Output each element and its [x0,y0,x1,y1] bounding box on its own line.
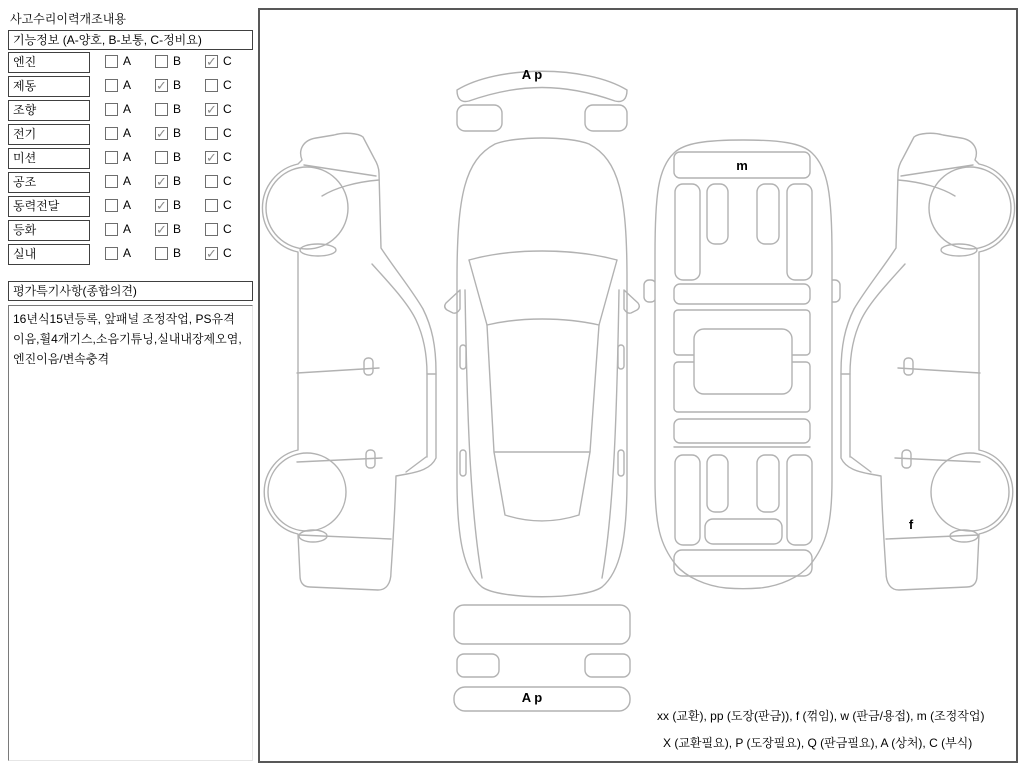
checkbox-letter: B [173,102,182,116]
checkbox-group-a[interactable] [105,246,131,260]
checkbox-group-b[interactable] [155,102,181,116]
checkbox-group-a[interactable] [105,102,131,116]
function-row [8,147,253,171]
checkbox-row0-b[interactable] [155,55,168,68]
row-label: 공조 [8,172,90,193]
trunk-lid [454,605,630,644]
checkbox-row5-b[interactable] [155,175,168,188]
checkbox-row0-a[interactable] [105,55,118,68]
checkbox-letter: C [223,126,232,140]
front-bumper-marker: A p [521,67,543,82]
checkbox-group-a[interactable] [105,222,131,236]
checkbox-letter: A [123,54,132,68]
checkbox-row1-c[interactable] [205,79,218,92]
checkbox-letter: C [223,222,232,236]
evaluation-line: 16년식15년등록, 앞패널 조정작업, PS유격 [13,312,235,326]
checkbox-group-b[interactable] [155,54,181,68]
underside-front-marker: m [736,158,748,173]
checkbox-row3-b[interactable] [155,127,168,140]
vehicle-diagram-svg [260,10,1016,761]
checkbox-group-c[interactable] [205,102,232,116]
checkbox-letter: B [173,126,182,140]
row-label: 미션 [8,148,90,169]
checkbox-group-c[interactable] [205,78,232,92]
top-view-car [445,71,640,711]
function-row [8,195,253,219]
checkbox-row8-b[interactable] [155,247,168,260]
checkbox-row4-a[interactable] [105,151,118,164]
checkbox-letter: C [223,102,232,116]
checkbox-row8-c[interactable] [205,247,218,260]
checkbox-letter: A [123,198,132,212]
taillight-right [585,654,630,677]
checkbox-row8-a[interactable] [105,247,118,260]
checkbox-group-a[interactable] [105,198,131,212]
checkbox-group-a[interactable] [105,126,131,140]
row-label: 전기 [8,124,90,145]
rear-bumper-marker: A p [521,690,543,705]
checkbox-row7-b[interactable] [155,223,168,236]
checkbox-letter: C [223,78,232,92]
checkbox-row5-c[interactable] [205,175,218,188]
checkbox-row6-a[interactable] [105,199,118,212]
row-label: 등화 [8,220,90,241]
function-row [8,51,253,75]
checkbox-group-a[interactable] [105,78,131,92]
checkbox-row4-c[interactable] [205,151,218,164]
checkbox-group-b[interactable] [155,126,181,140]
evaluation-header: 평가특기사항(종합의견) [8,281,253,301]
checkbox-letter: B [173,54,182,68]
function-row [8,99,253,123]
checkbox-group-b[interactable] [155,150,181,164]
function-rows [8,51,253,267]
checkbox-group-a[interactable] [105,174,131,188]
checkbox-group-c[interactable] [205,54,232,68]
evaluation-line: 이음,휠4개기스,소음기튜닝,실내내장제오염, [13,332,242,346]
top-view-body [457,138,627,597]
checkbox-row4-b[interactable] [155,151,168,164]
checkbox-letter: A [123,174,132,188]
checkbox-row2-c[interactable] [205,103,218,116]
checkbox-group-c[interactable] [205,126,232,140]
checkbox-group-a[interactable] [105,54,131,68]
evaluation-line: 엔진이음/변속충격 [13,352,110,366]
checkbox-row2-b[interactable] [155,103,168,116]
vehicle-diagram-panel [258,8,1018,763]
checkbox-letter: A [123,78,132,92]
checkbox-letter: C [223,198,232,212]
checkbox-group-c[interactable] [205,150,232,164]
checkbox-group-c[interactable] [205,174,232,188]
checkbox-row1-b[interactable] [155,79,168,92]
checkbox-letter: A [123,150,132,164]
checkbox-row3-a[interactable] [105,127,118,140]
row-label: 제동 [8,76,90,97]
headlight-left [457,105,502,131]
side-body [262,133,436,590]
checkbox-group-b[interactable] [155,198,181,212]
legend-line-2: X (교환필요), P (도장필요), Q (판금필요), A (상처), C (부식) [663,736,973,750]
left-panel [8,10,253,762]
function-row [8,243,253,267]
row-label: 실내 [8,244,90,265]
checkbox-group-b[interactable] [155,246,181,260]
legend-line-1: xx (교환), pp (도장(판금)), f (꺾임), w (판금/용접), m (조정작업) [657,709,985,723]
row-label: 조향 [8,100,90,121]
checkbox-letter: A [123,126,132,140]
checkbox-group-c[interactable] [205,222,232,236]
checkbox-letter: C [223,150,232,164]
function-row [8,171,253,195]
function-row [8,123,253,147]
checkbox-letter: B [173,222,182,236]
checkbox-letter: C [223,54,232,68]
checkbox-group-a[interactable] [105,150,131,164]
checkbox-letter: C [223,174,232,188]
checkbox-letter: C [223,246,232,260]
function-info-header: 기능정보 (A-양호, B-보통, C-정비요) [8,30,253,50]
function-row [8,75,253,99]
evaluation-textarea[interactable] [8,305,253,761]
checkbox-row7-c[interactable] [205,223,218,236]
right-side-rear-marker: f [908,517,914,532]
checkbox-letter: B [173,150,182,164]
underside-view [644,140,840,589]
checkbox-row0-c[interactable] [205,55,218,68]
checkbox-row6-c[interactable] [205,199,218,212]
checkbox-letter: B [173,246,182,260]
checkbox-letter: A [123,102,132,116]
function-row [8,219,253,243]
checkbox-row6-b[interactable] [155,199,168,212]
checkbox-letter: B [173,174,182,188]
checkbox-group-c[interactable] [205,198,232,212]
checkbox-row1-a[interactable] [105,79,118,92]
row-label: 엔진 [8,52,90,73]
checkbox-letter: B [173,198,182,212]
left-side-view [262,133,436,590]
checkbox-row2-a[interactable] [105,103,118,116]
row-label: 동력전달 [8,196,90,217]
taillight-left [457,654,499,677]
checkbox-group-b[interactable] [155,222,181,236]
checkbox-letter: A [123,246,132,260]
headlight-right [585,105,627,131]
checkbox-letter: B [173,78,182,92]
checkbox-letter: A [123,222,132,236]
checkbox-group-b[interactable] [155,174,181,188]
checkbox-row3-c[interactable] [205,127,218,140]
page-title: 사고수리이력개조내용 [10,12,126,26]
checkbox-row7-a[interactable] [105,223,118,236]
checkbox-row5-a[interactable] [105,175,118,188]
checkbox-group-b[interactable] [155,78,181,92]
right-side-view [841,133,1015,590]
checkbox-group-c[interactable] [205,246,232,260]
